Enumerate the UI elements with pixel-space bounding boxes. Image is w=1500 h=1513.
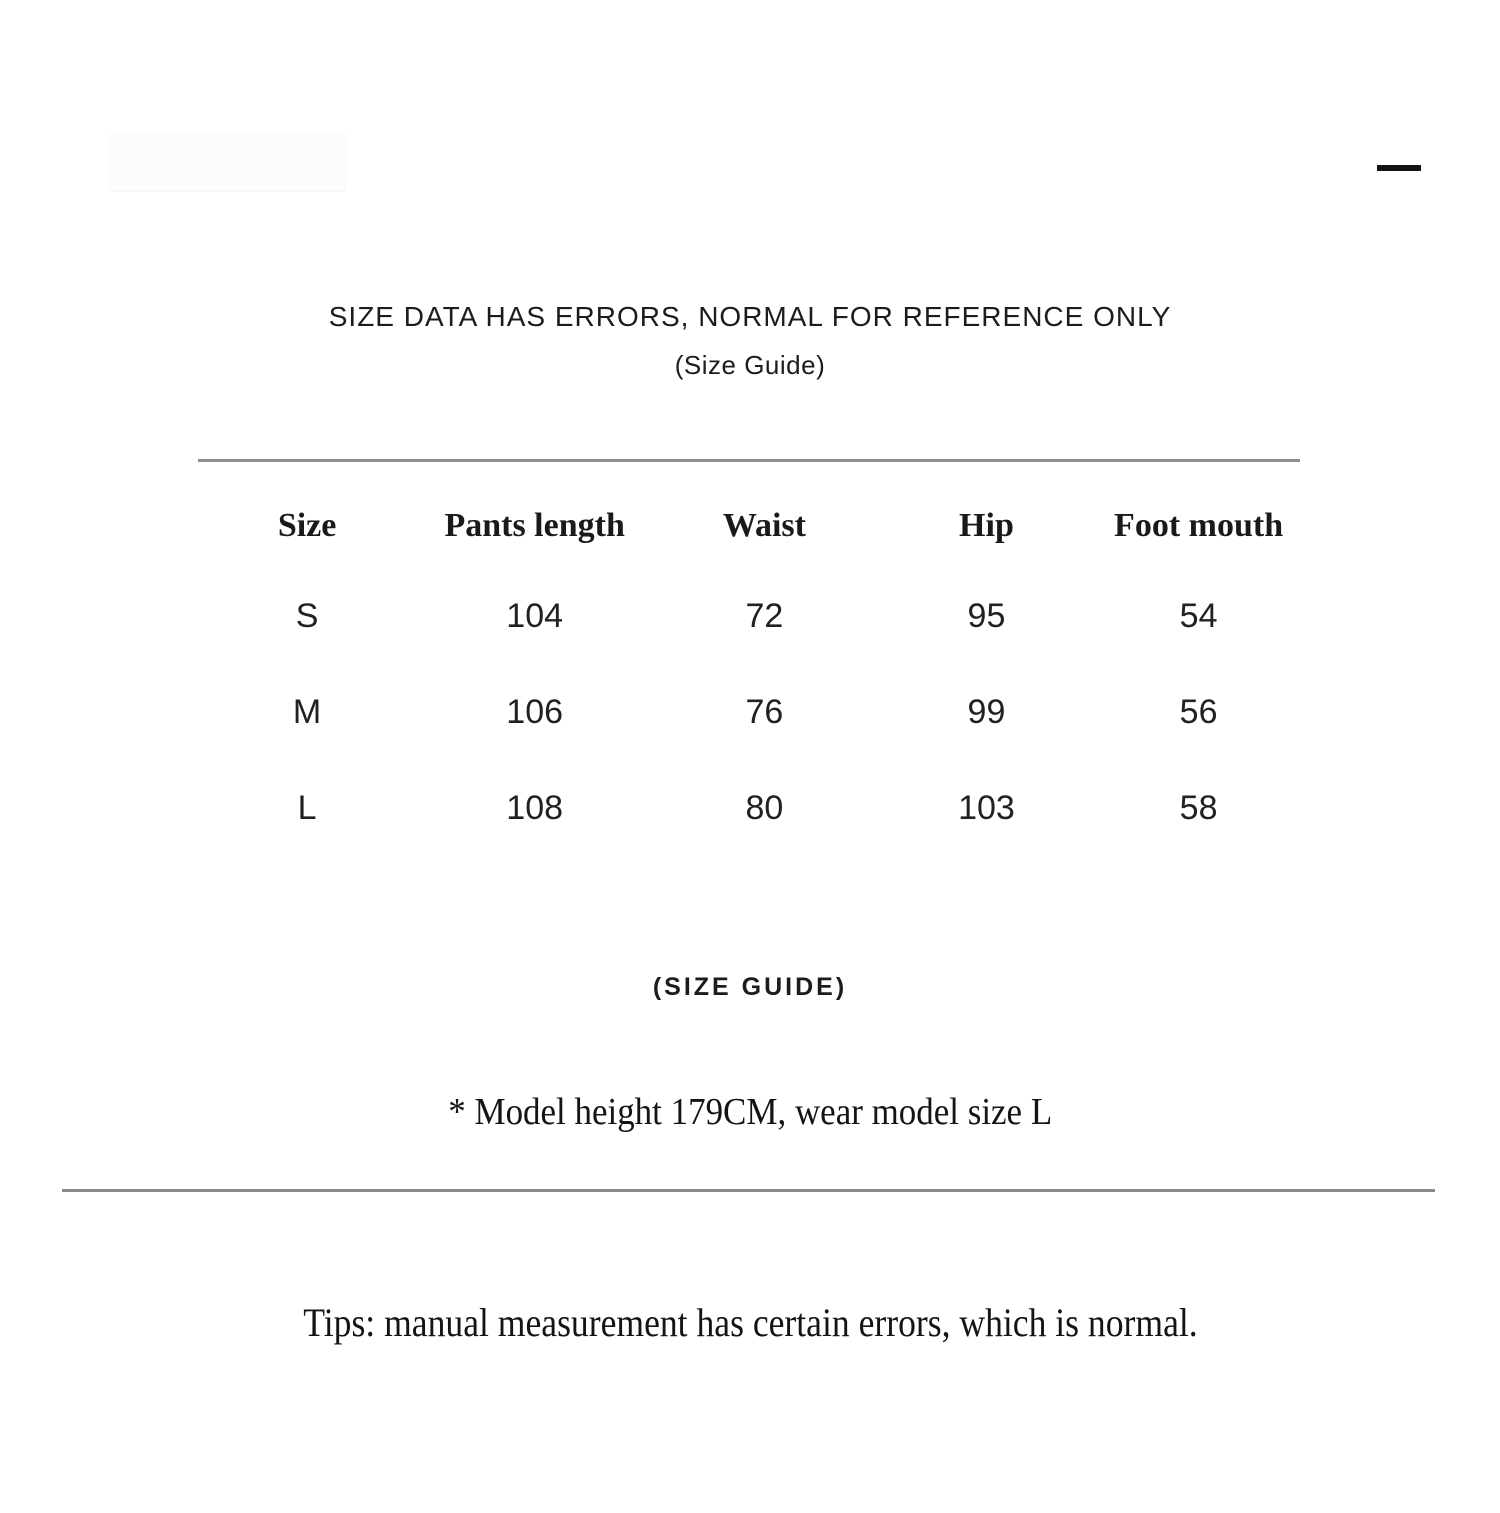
- size-table-header-row: [198, 462, 1300, 568]
- model-height-note: [0, 1090, 1500, 1134]
- page-subtitle: (Size Guide): [674, 350, 826, 380]
- size-guide-caption: (SIZE GUIDE): [652, 973, 848, 1001]
- cell-hip: 99: [967, 692, 1006, 731]
- cell-foot-mouth: 54: [1179, 596, 1218, 635]
- cell-waist: 72: [745, 596, 784, 635]
- column-header-pants-length: Pants length: [444, 507, 625, 544]
- table-row-size-m: [198, 664, 1300, 760]
- cell-pants-length: 104: [506, 596, 564, 635]
- cell-foot-mouth: 56: [1179, 692, 1218, 731]
- cell-size-label: L: [297, 788, 317, 827]
- column-header-size: Size: [277, 507, 337, 544]
- measurement-tips: [0, 1300, 1500, 1346]
- cell-pants-length: 108: [506, 788, 564, 827]
- cell-hip: 103: [958, 788, 1015, 827]
- cell-waist: 76: [745, 692, 784, 731]
- dash-mark-icon: [1377, 165, 1421, 171]
- cell-waist: 80: [745, 788, 784, 827]
- cell-hip: 95: [967, 596, 1006, 635]
- column-header-hip: Hip: [959, 507, 1014, 544]
- horizontal-divider: [62, 1189, 1435, 1192]
- column-header-foot-mouth: Foot mouth: [1114, 507, 1284, 544]
- table-row-size-l: [198, 760, 1300, 856]
- measurement-tips-text: Tips: manual measurement has certain errors, which is normal.: [302, 1300, 1198, 1345]
- cell-foot-mouth: 58: [1179, 788, 1218, 827]
- column-header-waist: Waist: [722, 507, 806, 544]
- table-row-size-s: [198, 568, 1300, 664]
- faded-logo-watermark: [108, 132, 347, 192]
- page-title: SIZE DATA HAS ERRORS, NORMAL FOR REFERENCE ONLY: [328, 301, 1172, 332]
- cell-size-label: M: [292, 692, 322, 731]
- model-height-note-text: * Model height 179CM, wear model size L: [448, 1091, 1052, 1133]
- size-table: [198, 459, 1300, 856]
- cell-pants-length: 106: [506, 692, 564, 731]
- cell-size-label: S: [295, 596, 319, 635]
